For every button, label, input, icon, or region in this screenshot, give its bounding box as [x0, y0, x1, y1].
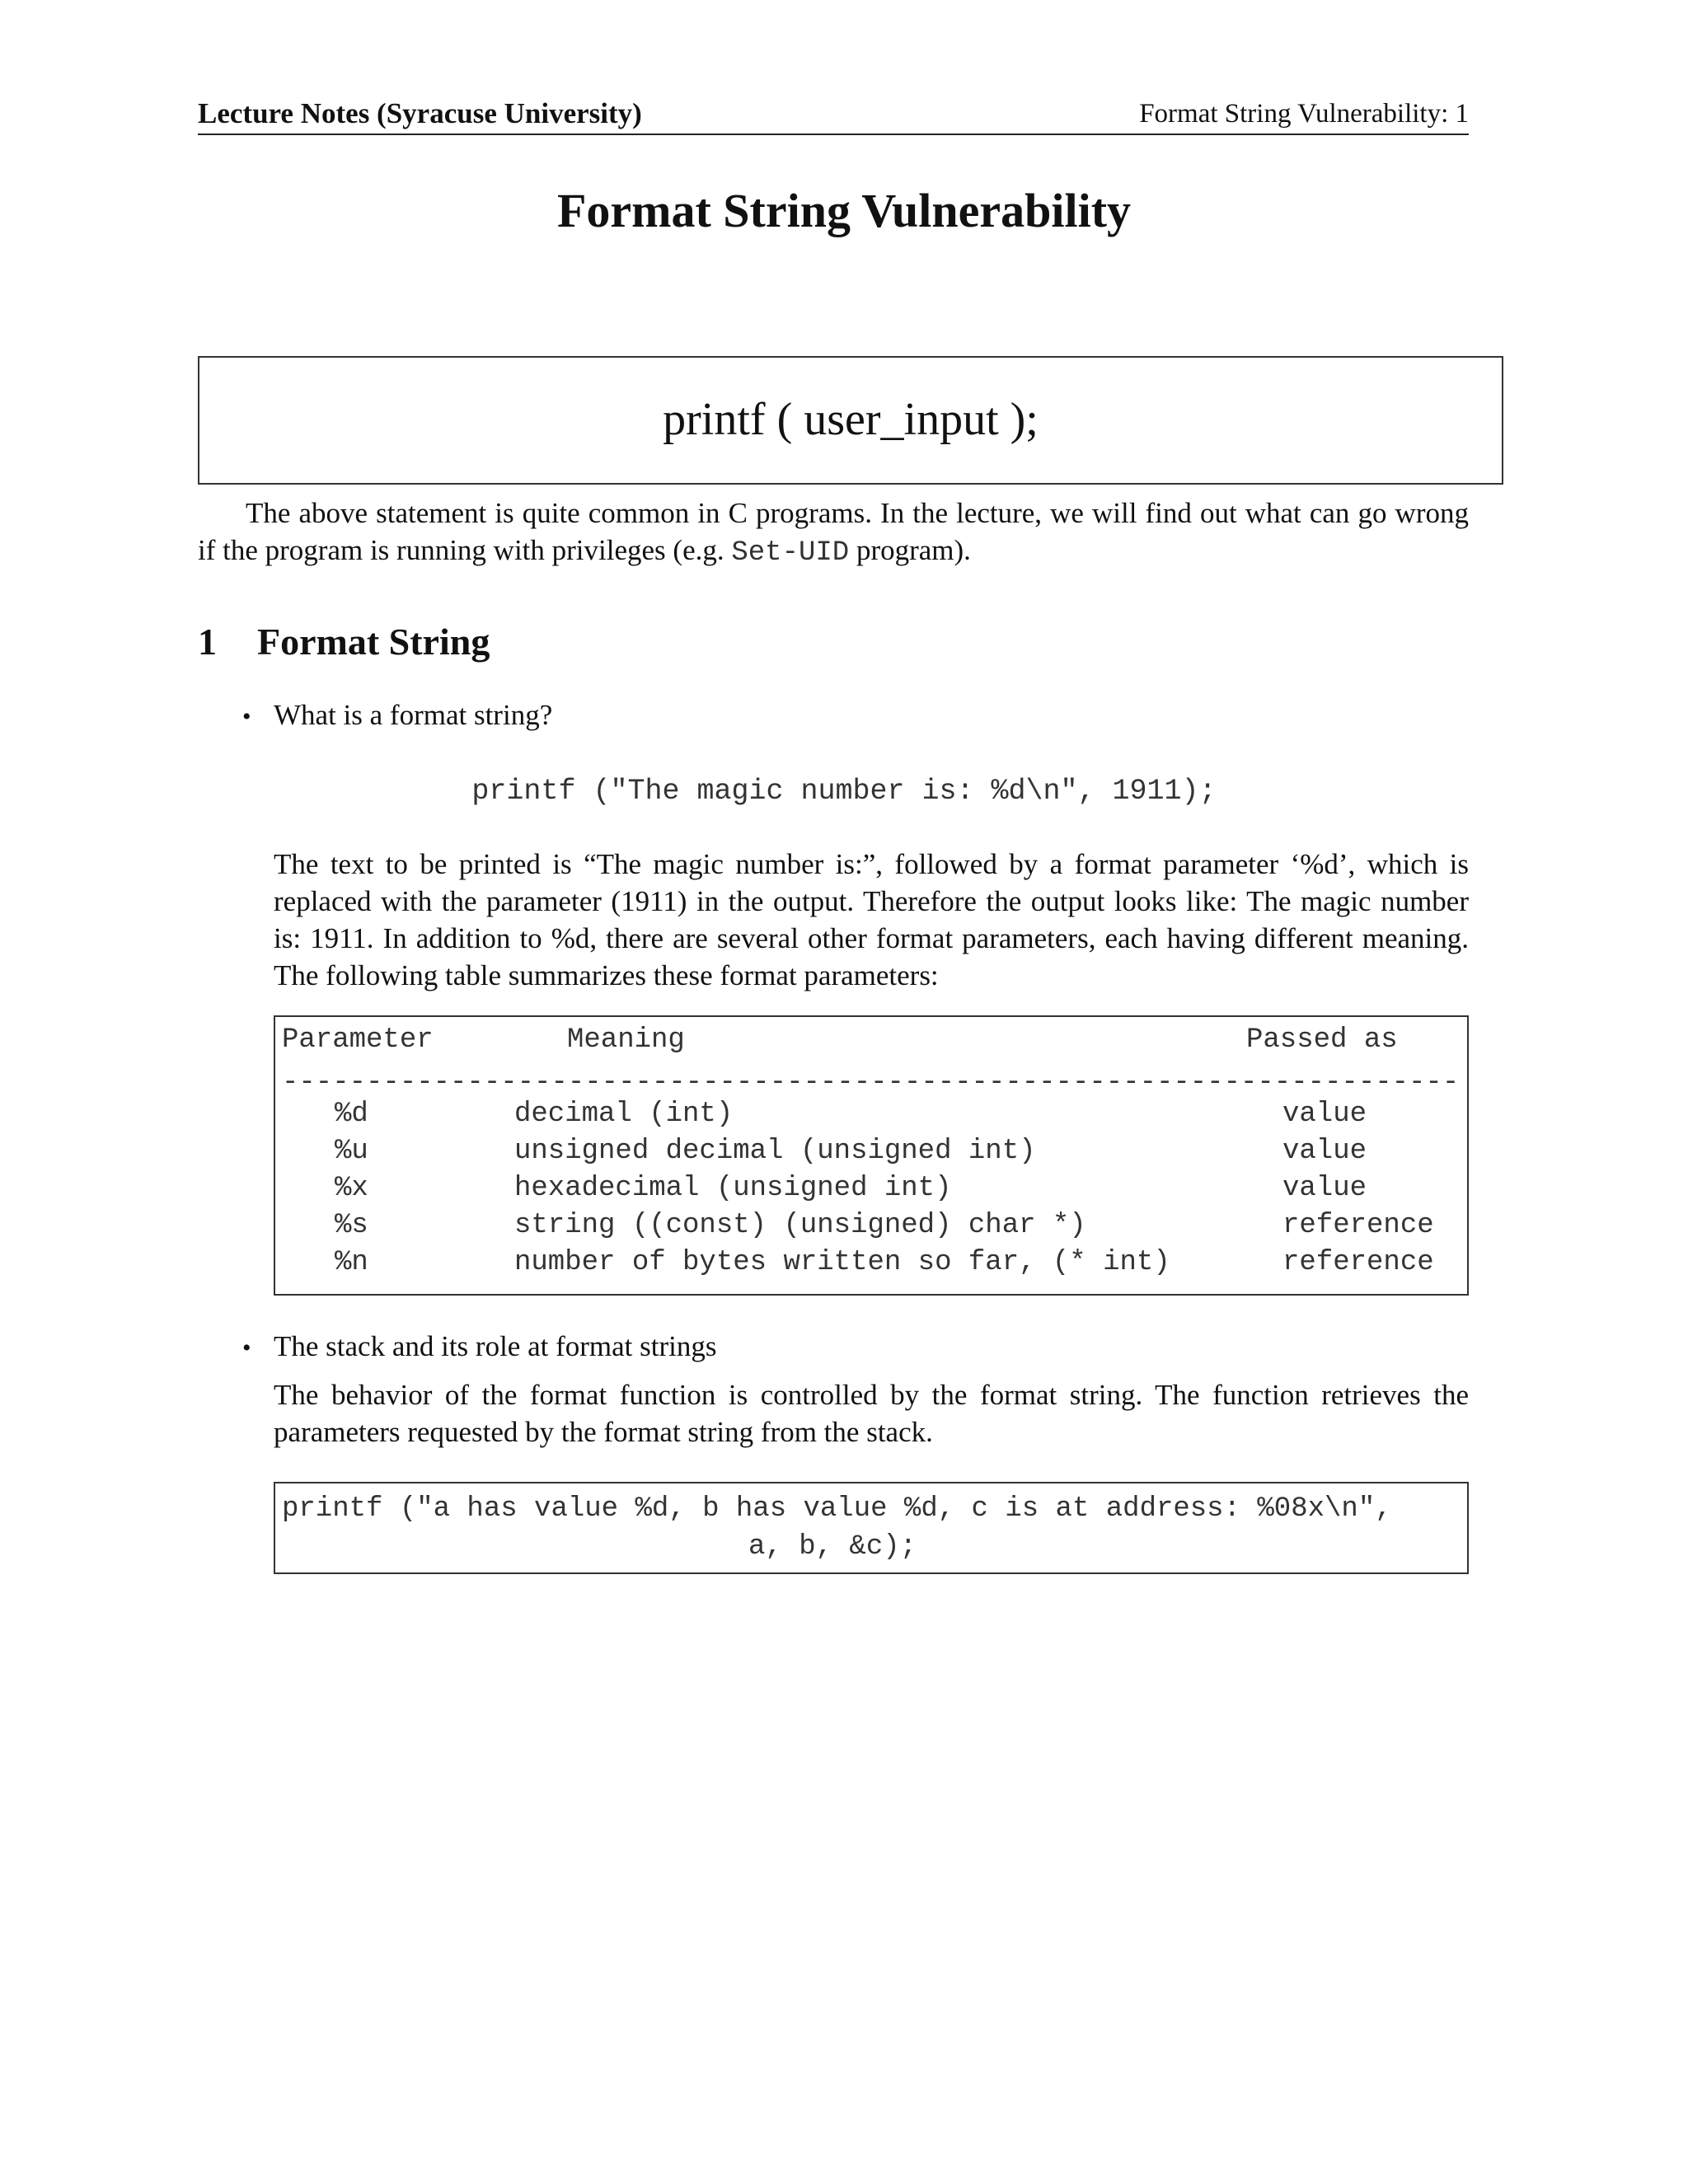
intro-text-1: The above statement is quite common in C programs. In the lecture, we will find out what can go wrong if the program is running with privileges (e.g.	[198, 497, 1469, 566]
bullet-text: What is a format string?	[274, 699, 553, 731]
code-line: printf ("a has value %d, b has value %d, c is at address: %08x\n",	[282, 1493, 1392, 1525]
table-cell-param: %s	[335, 1210, 368, 1241]
intro-text-2: program).	[849, 534, 971, 566]
body-paragraph: The behavior of the format function is controlled by the format string. The function retrieves the parameters requested by the format string from the stack.	[274, 1379, 1469, 1448]
bullet-item	[242, 1330, 717, 1363]
table-row	[275, 1170, 1367, 1207]
format-parameter-table	[274, 1015, 1469, 1296]
table-cell-passed: value	[1282, 1099, 1367, 1130]
banner-code-box: printf ( user_input );	[198, 356, 1503, 485]
intro-inline-code: Set-UID	[731, 537, 850, 569]
table-cell-param: %d	[335, 1099, 368, 1130]
section-number: 1	[198, 621, 217, 663]
bullet-dot: •	[242, 1334, 251, 1361]
table-cell-passed: value	[1282, 1136, 1367, 1167]
table-header: Meaning	[567, 1024, 685, 1056]
table-cell-passed: value	[1282, 1173, 1367, 1204]
code-example-line: printf ("The magic number is: %d\n", 1911);	[471, 775, 1217, 808]
table-cell-param: %u	[335, 1136, 368, 1167]
table-row	[275, 1207, 1434, 1244]
table-row	[275, 1096, 1367, 1133]
table-cell-meaning: decimal (int)	[514, 1099, 734, 1130]
header-page-label: Format String Vulnerability: 1	[1139, 99, 1469, 129]
table-cell-meaning: string ((const) (unsigned) char *)	[514, 1210, 1086, 1241]
table-row	[275, 1244, 1434, 1282]
section-title: Format String	[257, 621, 490, 663]
table-header-row	[275, 1022, 1398, 1059]
table-cell-meaning: unsigned decimal (unsigned int)	[514, 1136, 1036, 1167]
code-example-box	[274, 1482, 1469, 1574]
body-paragraph: The text to be printed is “The magic number is:”, followed by a format parameter ‘%d’, which is replaced with the parameter (1911) in the output. Therefore the output looks like: The magic number is: 1911. In addition to %d, there are several other format parameters, each having different meaning. The following table summarizes these format parameters:	[274, 848, 1469, 991]
table-row	[275, 1133, 1367, 1170]
bullet-item	[242, 699, 552, 732]
table-cell-param: %n	[335, 1247, 368, 1278]
running-header	[198, 92, 1469, 135]
intro-paragraph	[198, 494, 1469, 572]
table-cell-passed: reference	[1282, 1247, 1434, 1278]
bullet-text: The stack and its role at format strings	[274, 1330, 717, 1362]
table-cell-passed: reference	[1282, 1210, 1434, 1241]
section-heading	[198, 620, 490, 663]
code-line: a, b, &c);	[748, 1531, 917, 1563]
table-header: Parameter	[282, 1024, 434, 1056]
table-header: Passed as	[1246, 1024, 1398, 1056]
bullet-dot: •	[242, 703, 251, 730]
table-cell-meaning: hexadecimal (unsigned int)	[514, 1173, 952, 1204]
table-cell-meaning: number of bytes written so far, (* int)	[514, 1247, 1170, 1278]
header-course: Lecture Notes (Syracuse University)	[198, 97, 642, 129]
document-title: Format String Vulnerability	[556, 184, 1132, 237]
table-cell-param: %x	[335, 1173, 368, 1204]
table-separator: ----------------------------------------------------------------------	[282, 1067, 1460, 1099]
